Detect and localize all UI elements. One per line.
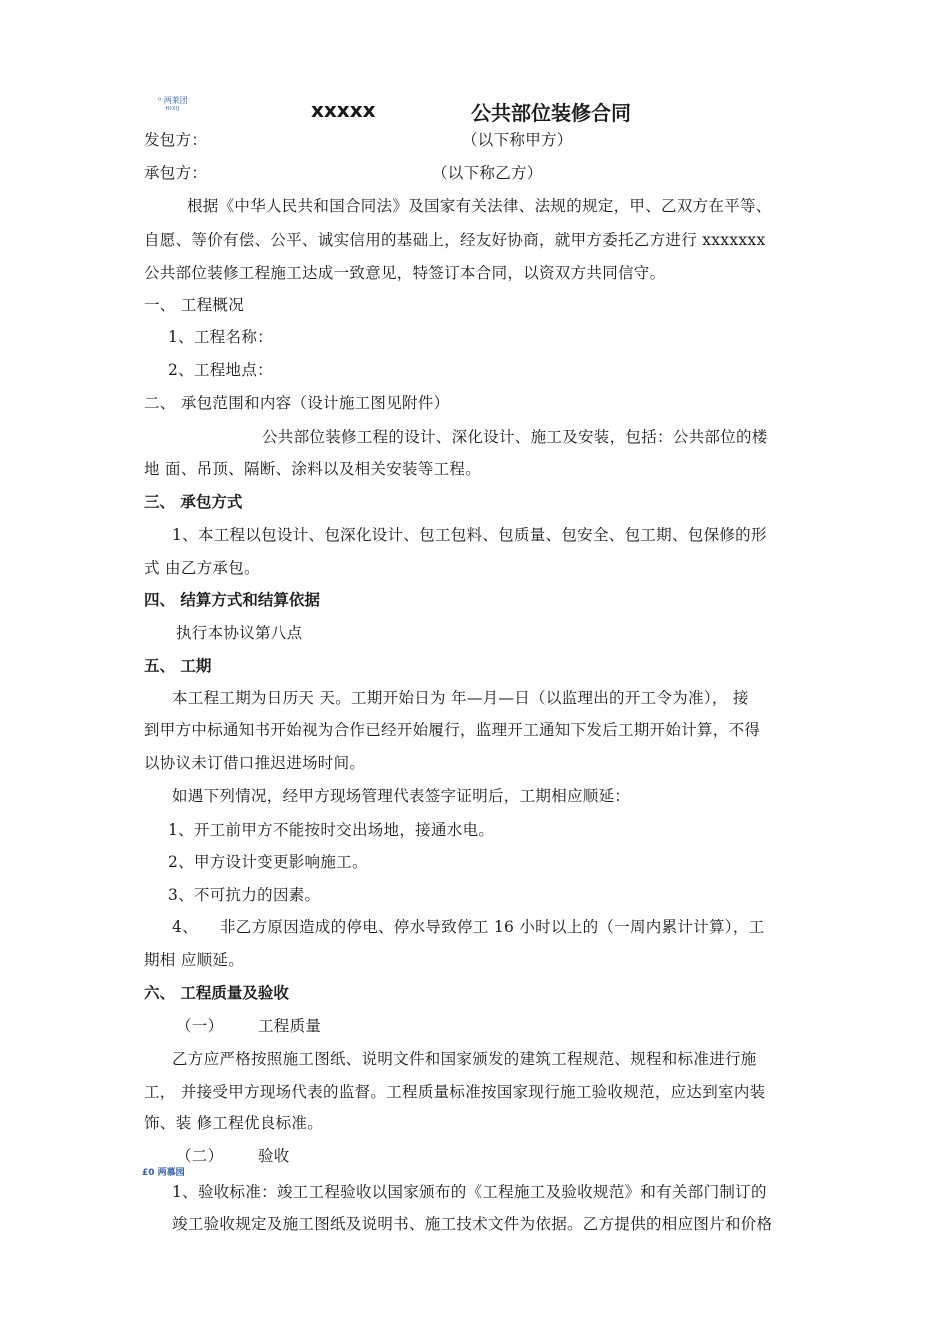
company-logo [158,97,188,113]
section-heading: 三、 承包方式 [144,493,243,511]
section-heading: 一、 工程概况 [144,296,245,314]
party-b-label: 承包方： [144,164,208,182]
paragraph-line: 饰、装 修工程优良标准。 [144,1114,324,1132]
paragraph-line: 期相 应顺延。 [144,951,245,969]
paragraph-line: 地 面、吊顶、隔断、涂料以及相关安装等工程。 [144,460,482,478]
party-b-note: （以下称乙方） [432,164,543,182]
list-item: 1、工程名称： [168,328,273,346]
intro-line: 自愿、等价有偿、公平、诚实信用的基础上，经友好协商，就甲方委托乙方进行 xxxxxxx [144,231,766,249]
page-title: 公共部位装修合同 [471,101,631,125]
section-heading: 二、 承包范围和内容（设计施工图见附件） [144,394,450,412]
paragraph-line: 竣工验收规定及施工图纸及说明书、施工技术文件为依据。乙方提供的相应图片和价格 [172,1215,773,1233]
watermark-mark: £0 两慕园 [142,1168,185,1178]
list-item: 非乙方原因造成的停电、停水导致停工 16 小时以上的（一周内累计计算），工 [220,918,765,936]
paragraph-line: 如遇下列情况，经甲方现场管理代表签字证明后，工期相应顺延： [172,787,631,805]
section-heading: 四、 结算方式和结算依据 [144,591,320,609]
subsection-number: （一） [176,1017,224,1035]
list-item: 2、工程地点： [168,361,273,379]
list-item: 2、甲方设计变更影响施工。 [168,853,368,871]
paragraph-line: 工， 并接受甲方现场代表的监督。工程质量标准按国家现行施工验收规范，应达到室内装 [144,1083,766,1101]
intro-line: 根据《中华人民共和国合同法》及国家有关法律、法规的规定，甲、乙双方在平等、 [187,197,772,215]
section-heading: 六、 工程质量及验收 [144,984,289,1002]
list-item: 3、不可抗力的因素。 [168,886,321,904]
intro-line: 公共部位装修工程施工达成一致意见，特签订本合同，以资双方共同信守。 [144,264,666,282]
paragraph-line: 以协议未订借口推迟进场时间。 [144,754,366,772]
party-a-label: 发包方： [144,131,208,149]
paragraph-line: 到甲方中标通知书开始视为合作已经开始履行，监理开工通知下发后工期开始计算，不得 [144,721,761,739]
title-placeholder: xxxxx [311,98,376,122]
subsection-number: （二） [176,1147,224,1165]
paragraph-line: 式 由乙方承包。 [144,559,260,577]
section-heading: 五、 工期 [144,657,212,675]
subsection-title: 验收 [258,1147,290,1165]
paragraph-line: 1、验收标准：竣工工程验收以国家颁布的《工程施工及验收规范》和有关部门制订的 [172,1183,767,1201]
paragraph-line: 公共部位装修工程的设计、深化设计、施工及安装，包括：公共部位的楼 [262,428,768,446]
subsection-title: 工程质量 [258,1017,322,1035]
paragraph-line: 执行本协议第八点 [176,624,303,642]
party-a-note: （以下称甲方） [462,131,573,149]
paragraph-line: 乙方应严格按照施工图纸、说明文件和国家颁发的建筑工程规范、规程和标准进行施 [172,1050,757,1068]
list-item-number: 4、 [172,918,198,936]
paragraph-line: 1、本工程以包设计、包深化设计、包工包料、包质量、包安全、包工期、包保修的形 [172,526,767,544]
list-item: 1、开工前甲方不能按时交出场地，接通水电。 [168,821,495,839]
paragraph-line: 本工程工期为日历天 天。工期开始日为 年—月—日（以监理出的开工令为准）， 接 [172,689,749,707]
logo-text: ⁰ 两莱团 [158,96,188,105]
logo-subtext: HIXIJ [165,106,180,112]
